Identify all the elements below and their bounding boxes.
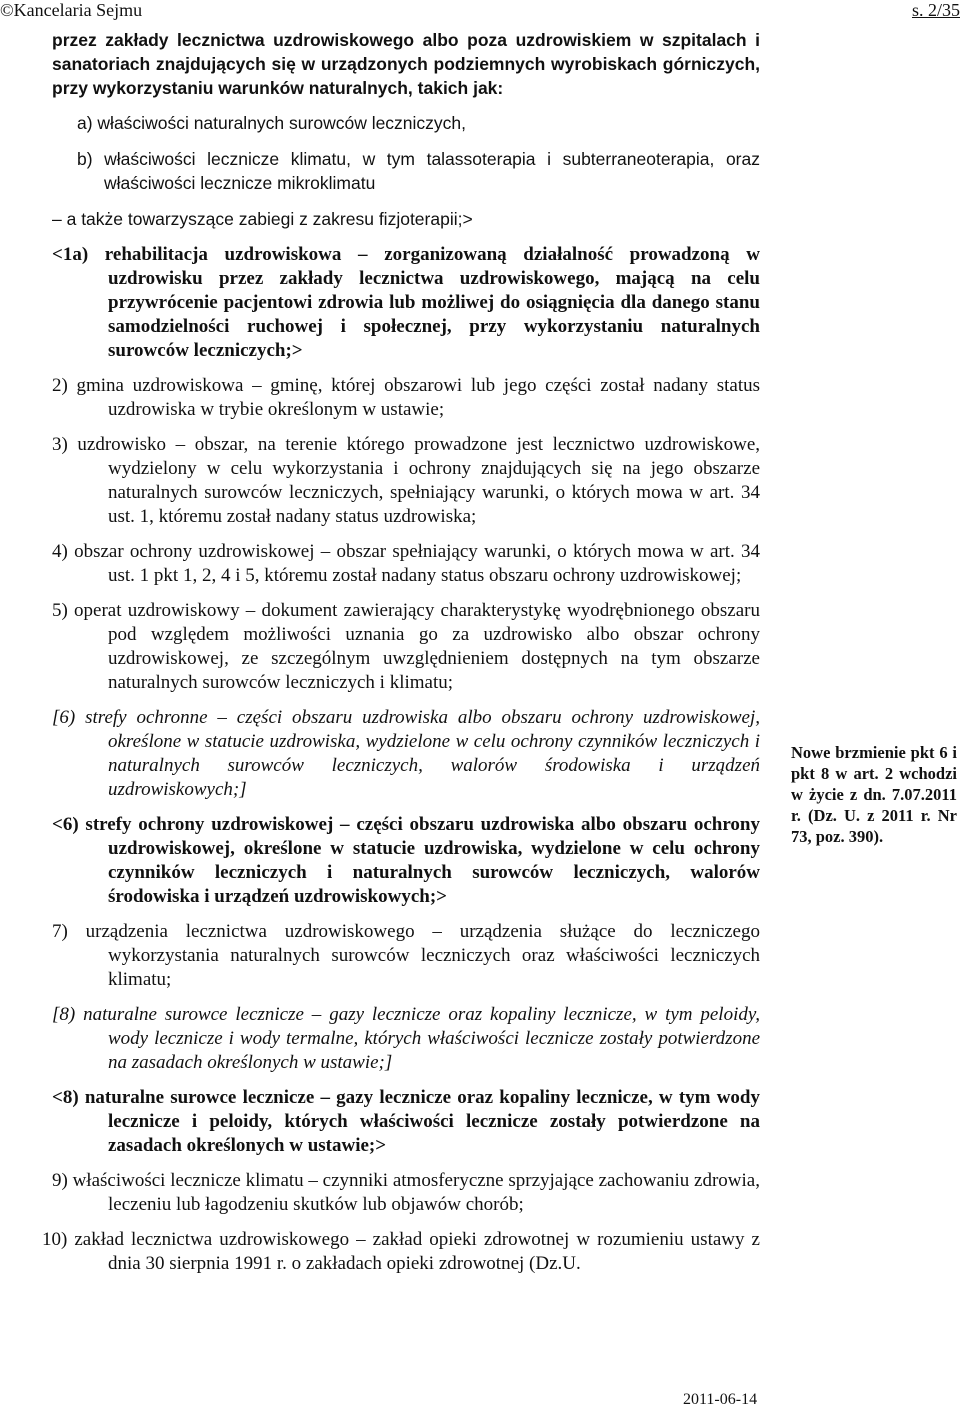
header-page-number: s. 2/35 — [911, 0, 960, 20]
item-1a: <1a) rehabilitacja uzdrowiskowa – zorganizowaną działalność prowadzoną w uzdrowisku przez zakłady lecznictwa uzdrowiskowego, mającą na celu przywrócenie pacjentowi zdrowia lub możliwej do osiągnięcia dla danego stanu samodzielności ruchowej i społecznej, przy wykorzystaniu naturalnych surowców leczniczych;> — [52, 244, 760, 361]
item-10: 10) zakład lecznictwa uzdrowiskowego – zakład opieki zdrowotnej w rozumieniu ustawy z dnia 30 sierpnia 1991 r. o zakładach opieki zdrowotnej (Dz.U. — [42, 1229, 760, 1274]
item-6-new: <6) strefy ochrony uzdrowiskowej – części obszaru uzdrowiska albo obszaru ochrony uzdrowiskowej, określone w statucie uzdrowiska, wydzielone w celu ochrony czynników leczniczych i naturalnych surowców leczniczych, walorów środowiska i urządzeń uzdrowiskowych;> — [52, 814, 760, 907]
header-copyright: ©Kancelaria Sejmu — [0, 0, 143, 20]
side-note: Nowe brzmienie pkt 6 i pkt 8 w art. 2 wchodzi w życie z dn. 7.07.2011 r. (Dz. U. z 2011 r. Nr 73, poz. 390). — [791, 743, 957, 846]
paragraph-intro: przez zakłady lecznictwa uzdrowiskowego albo poza uzdrowiskiem w szpitalach i sanatoriach znajdujących się w urządzonych podziemnych wyrobiskach górniczych, przy wykorzystaniu warunków naturalnych, takich jak: — [52, 30, 760, 98]
item-2: 2) gmina uzdrowiskowa – gminę, której obszarowi lub jego części został nadany status uzdrowiska w trybie określonym w ustawie; — [52, 375, 760, 420]
document-body — [42, 28, 760, 1287]
item-7: 7) urządzenia lecznictwa uzdrowiskowego – urządzenia służące do leczniczego wykorzystania naturalnych surowców leczniczych oraz właściwości leczniczych klimatu; — [52, 921, 760, 990]
item-9: 9) właściwości lecznicze klimatu – czynniki atmosferyczne sprzyjające zachowaniu zdrowia, leczeniu lub łagodzeniu skutków lub objawów chorób; — [52, 1170, 760, 1215]
item-6-old: [6) strefy ochronne – części obszaru uzdrowiska albo obszaru ochrony uzdrowiskowej, określone w statucie uzdrowiska, wydzielone w celu ochrony czynników leczniczych i naturalnych surowców leczniczych, walorów środowiska i urządzeń uzdrowiskowych;] — [52, 707, 760, 800]
subpoint-b: b) właściwości lecznicze klimatu, w tym talassoterapia i subterraneoterapia, oraz właściwości lecznicze mikroklimatu — [77, 149, 760, 193]
item-4: 4) obszar ochrony uzdrowiskowej – obszar spełniający warunki, o których mowa w art. 34 ust. 1 pkt 1, 2, 4 i 5, któremu został nadany status obszaru ochrony uzdrowiskowej; — [52, 541, 760, 586]
footer-date: 2011-06-14 — [683, 1391, 758, 1408]
item-8-old: [8) naturalne surowce lecznicze – gazy lecznicze oraz kopaliny lecznicze, w tym peloidy, wody lecznicze i wody termalne, których właściwości lecznicze zostały potwierdzone na zasadach określonych w ustawie;] — [52, 1004, 760, 1073]
paragraph-tail: – a także towarzyszące zabiegi z zakresu fizjoterapii;> — [52, 209, 473, 229]
subpoint-a: a) właściwości naturalnych surowców leczniczych, — [77, 113, 467, 133]
item-8-new: <8) naturalne surowce lecznicze – gazy lecznicze oraz kopaliny lecznicze, w tym wody lecznicze i peloidy, których właściwości lecznicze zostały potwierdzone na zasadach określonych w ustawie;> — [52, 1087, 760, 1156]
item-3: 3) uzdrowisko – obszar, na terenie którego prowadzone jest lecznictwo uzdrowiskowe, wydzielony w celu wykorzystania i ochrony znajdujących się na jego obszarze naturalnych surowców leczniczych, spełniający warunki, o których mowa w art. 34 ust. 1, któremu został nadany status uzdrowiska; — [52, 434, 760, 527]
item-5: 5) operat uzdrowiskowy – dokument zawierający charakterystykę wyodrębnionego obszaru pod względem możliwości uznania go za uzdrowisko albo obszar ochrony uzdrowiskowej, ze szczególnym uwzględnieniem dostępnych na tym obszarze naturalnych surowców leczniczych i klimatu; — [52, 600, 760, 693]
